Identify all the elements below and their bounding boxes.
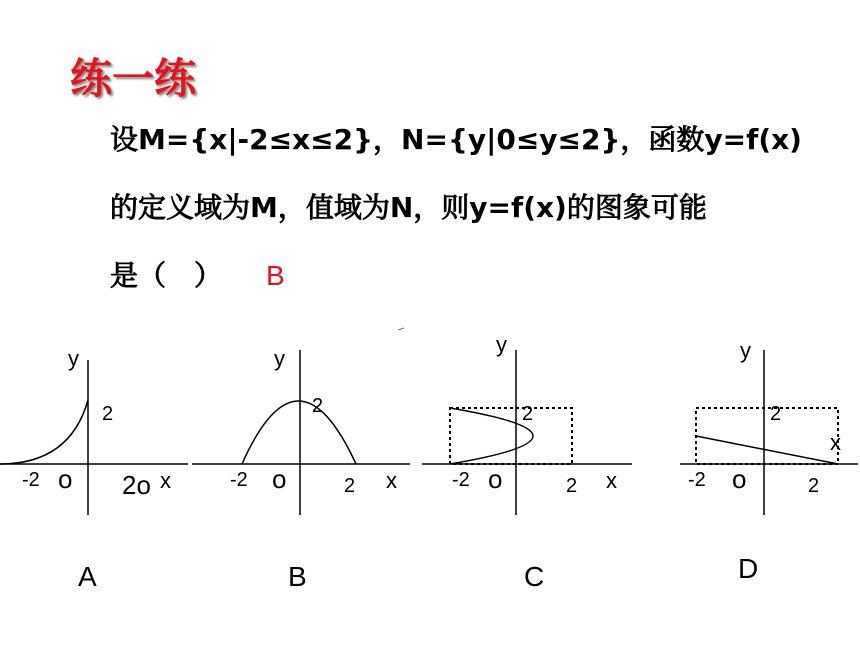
graph-d-origin: o <box>732 464 747 494</box>
graph-c-dashed-box <box>450 408 572 464</box>
option-d-label: D <box>738 553 759 584</box>
graph-b <box>192 346 410 592</box>
graph-c-x-2: 2 <box>566 475 578 497</box>
graph-a-x-2o: 2o <box>122 470 151 500</box>
graph-d-x-2: 2 <box>808 475 820 497</box>
graph-d <box>680 338 858 584</box>
graph-d-y-2: 2 <box>770 403 782 425</box>
graph-c-neg2: -2 <box>452 469 470 491</box>
graph-c <box>398 328 632 592</box>
graph-b-origin: o <box>272 464 287 494</box>
graph-a-curve <box>0 400 88 464</box>
graph-c-x-label: x <box>606 468 617 493</box>
option-b-label: B <box>288 561 307 592</box>
graph-a-y-2: 2 <box>102 403 114 425</box>
option-a-label: A <box>78 561 97 592</box>
graph-b-parabola <box>242 401 356 464</box>
graph-c-origin: o <box>488 464 503 494</box>
question-line-1: 设M={x|-2≤x≤2}，N={y|0≤y≤2}，函数y=f(x) <box>110 123 802 156</box>
page-title: 练一练 <box>70 54 197 103</box>
graph-c-curve <box>450 408 533 464</box>
graph-b-y-2: 2 <box>312 395 324 417</box>
question-line-3-text: 是（ ） <box>110 259 223 292</box>
graph-b-x-label: x <box>386 468 397 493</box>
graph-d-line <box>696 436 838 464</box>
graph-a <box>0 346 188 592</box>
question-line-2: 的定义域为M，值域为N，则y=f(x)的图象可能 <box>110 191 707 224</box>
graph-a-origin: o <box>58 464 73 494</box>
graph-b-y-label: y <box>274 346 285 371</box>
graph-d-dashed-box <box>696 408 838 464</box>
graph-a-x-label: x <box>160 468 171 493</box>
graph-d-x-label: x <box>830 430 841 455</box>
graph-b-neg2: -2 <box>230 469 248 491</box>
graph-b-x-2: 2 <box>344 475 356 497</box>
graph-a-neg2: -2 <box>22 469 40 491</box>
graph-c-y-label: y <box>496 332 507 357</box>
stray-mark <box>398 328 404 330</box>
graph-c-y-2: 2 <box>522 403 534 425</box>
graph-a-y-label: y <box>68 346 79 371</box>
answer-text: B <box>266 260 285 291</box>
option-c-label: C <box>524 561 545 592</box>
graph-d-neg2: -2 <box>688 469 706 491</box>
graph-d-y-label: y <box>740 338 751 363</box>
